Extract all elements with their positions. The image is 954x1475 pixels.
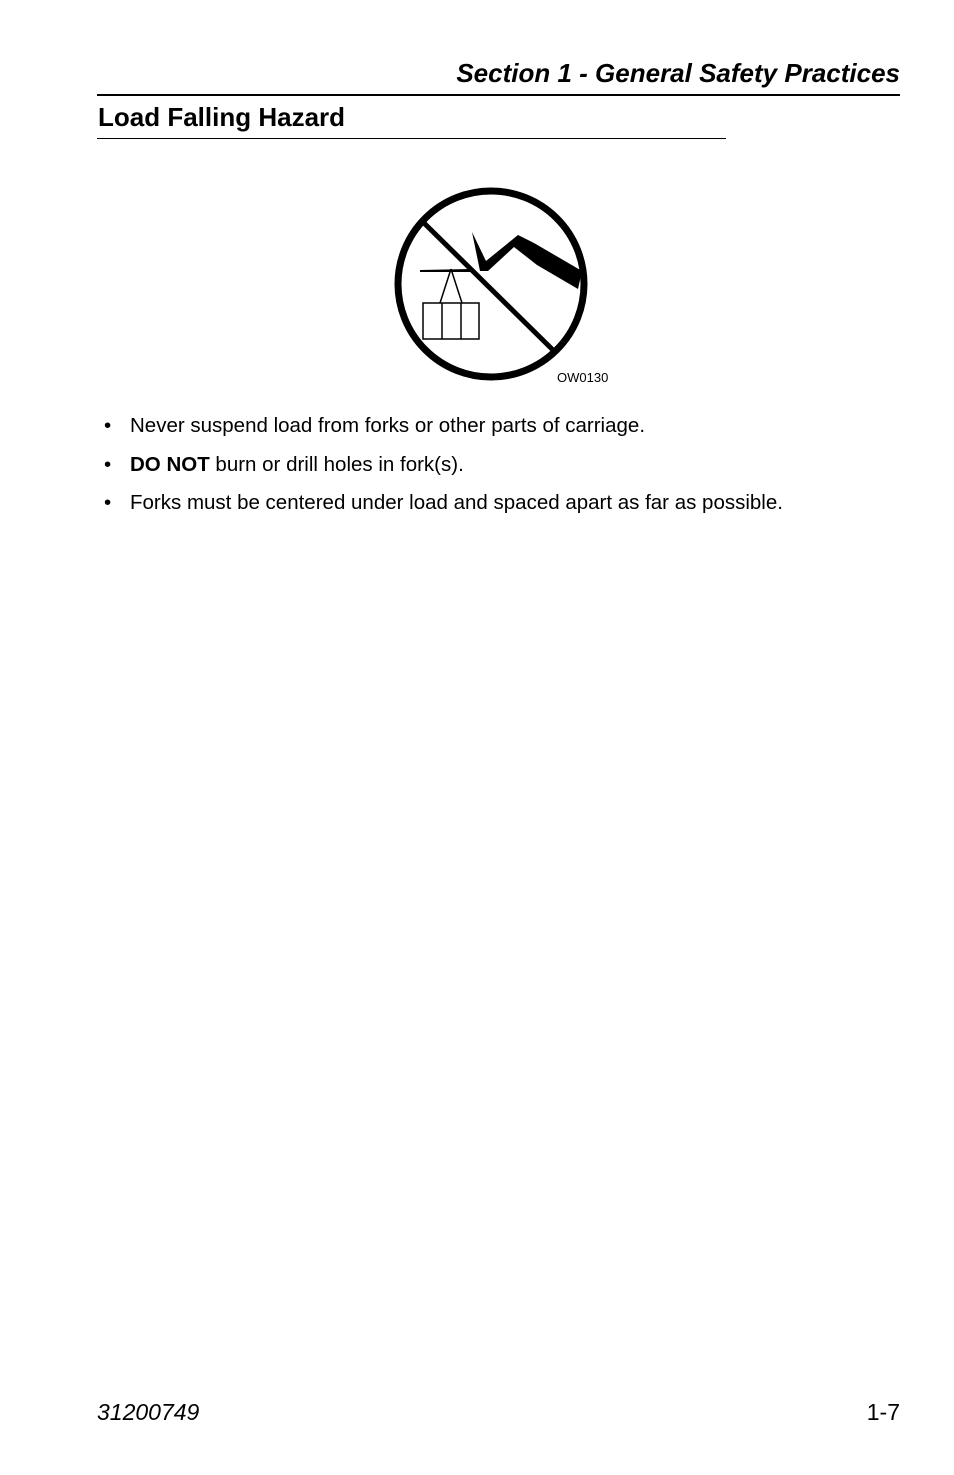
hazard-title: Load Falling Hazard [98, 102, 346, 132]
section-header [97, 56, 900, 96]
page-number: 1-7 [866, 1399, 900, 1425]
fork-tine [420, 269, 470, 272]
document-number: 31200749 [97, 1399, 200, 1425]
boom-shape [472, 232, 582, 289]
bullet-text: Forks must be centered under load and spaced apart as far as possible. [130, 491, 783, 514]
bullet-text: burn or drill holes in fork(s). [209, 452, 464, 476]
bullet-item-1 [104, 411, 894, 450]
figure-code: OW0130 [557, 370, 609, 385]
bullet-item-3 [104, 488, 894, 527]
section-title: Section 1 - General Safety Practices [456, 58, 900, 88]
bullet-dot: • [104, 491, 112, 514]
bullet-bold-text: DO NOT [130, 452, 210, 476]
bullet-text: Never suspend load from forks or other parts of carriage. [130, 414, 646, 437]
hazard-heading [97, 100, 726, 139]
bullet-dot: • [104, 452, 112, 476]
bullet-item-2 [104, 450, 894, 489]
rigging-lines [440, 269, 462, 303]
no-suspended-load-icon [392, 185, 590, 383]
prohibition-circle [398, 191, 584, 377]
bullet-dot: • [104, 414, 112, 437]
load-box [423, 303, 479, 339]
safety-bullet-list [104, 411, 894, 527]
